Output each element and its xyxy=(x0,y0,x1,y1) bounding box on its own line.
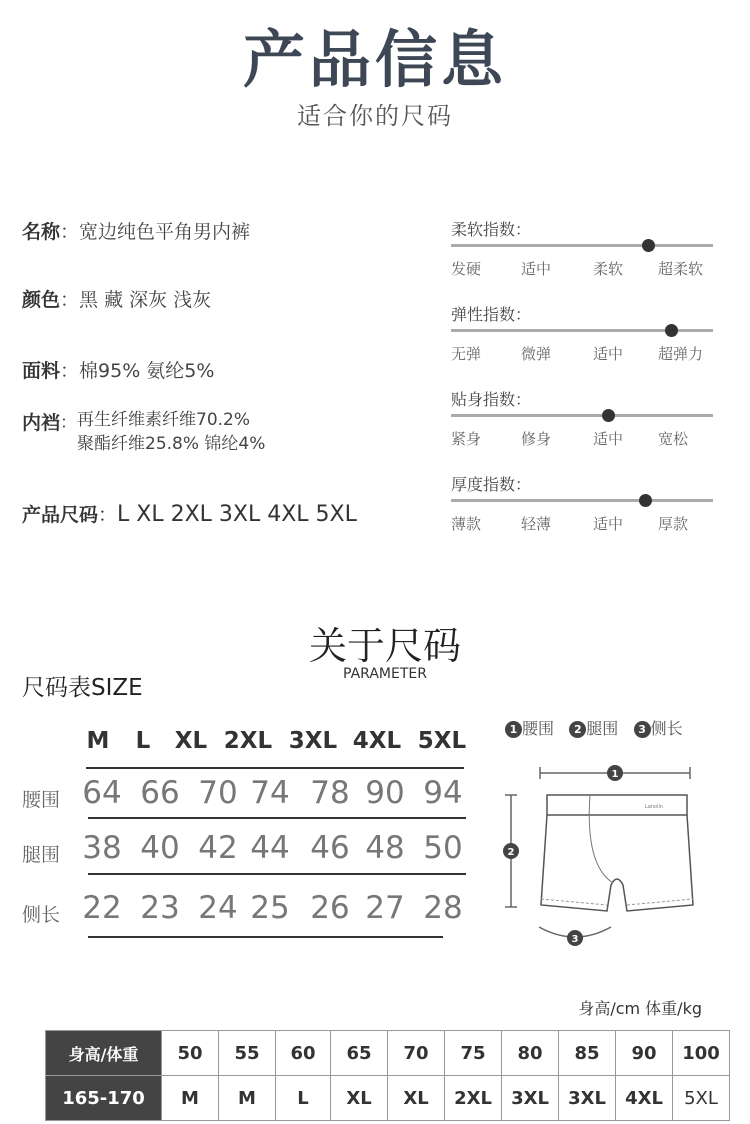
size-cell: 40 xyxy=(140,830,180,866)
index-knob xyxy=(639,494,652,507)
colon: ： xyxy=(98,504,118,526)
page-title: 产品信息 xyxy=(242,23,507,96)
legend-leg: 腿围 xyxy=(586,719,619,738)
hw-weight-cell: 65 xyxy=(331,1031,388,1076)
index-tick-label: 超柔软 xyxy=(658,260,704,278)
size-header: XL xyxy=(174,728,208,754)
hw-size-cell: L xyxy=(276,1076,331,1121)
marker-1-label: 1 xyxy=(611,769,619,780)
hw-weight-cell: 90 xyxy=(616,1031,673,1076)
badge-3: 3 xyxy=(634,721,651,738)
marker-3-label: 3 xyxy=(571,934,579,945)
hw-size-cell: M xyxy=(219,1076,276,1121)
color-value: 黑 藏 深灰 浅灰 xyxy=(79,289,212,311)
size-cell: 64 xyxy=(82,775,122,811)
size-row-label: 侧长 xyxy=(22,904,61,926)
size-header: 4XL xyxy=(352,728,402,754)
badge-2: 2 xyxy=(569,721,586,738)
size-cell: 74 xyxy=(250,775,290,811)
index-tick-label: 微弹 xyxy=(521,345,552,363)
hw-size-cell: 4XL xyxy=(616,1076,673,1121)
index-tick-label: 紧身 xyxy=(451,430,482,448)
fabric-label: 面料 xyxy=(22,360,61,382)
size-cell: 44 xyxy=(250,830,290,866)
size-cell: 94 xyxy=(423,775,463,811)
hw-size-cell: 3XL xyxy=(559,1076,616,1121)
section-title: 关于尺码 xyxy=(308,624,461,668)
hw-size-cell: 5XL xyxy=(673,1076,730,1121)
index-track xyxy=(451,244,713,247)
sizes-label: 产品尺码 xyxy=(22,504,99,526)
info-name-row xyxy=(22,217,250,244)
sizes-value: L XL 2XL 3XL 4XL 5XL xyxy=(117,502,357,527)
size-table-title: 尺码表SIZE xyxy=(22,675,143,701)
legend-waist: 腰围 xyxy=(522,719,555,738)
size-cell: 78 xyxy=(310,775,350,811)
size-cell: 50 xyxy=(423,830,463,866)
index-tick-label: 柔软 xyxy=(593,260,624,278)
size-cell: 38 xyxy=(82,830,122,866)
colon: ： xyxy=(60,289,80,311)
size-row-label: 腿围 xyxy=(22,844,61,866)
index-knob xyxy=(665,324,678,337)
hw-table-unit: 身高/cm 体重/kg xyxy=(578,999,702,1018)
legend-side: 侧长 xyxy=(650,719,683,738)
name-label: 名称 xyxy=(22,221,61,243)
diagram-legend xyxy=(505,716,683,739)
size-header: 3XL xyxy=(288,728,338,754)
index-title: 弹性指数： xyxy=(451,305,532,324)
size-cell: 66 xyxy=(140,775,180,811)
size-cell: 23 xyxy=(140,890,180,926)
hw-corner-label: 身高/体重 xyxy=(46,1031,162,1076)
colon: ： xyxy=(60,360,80,382)
lining-label: 内裆 xyxy=(22,412,61,434)
index-track xyxy=(451,499,713,502)
front-pouch-seam xyxy=(589,795,613,883)
size-table-rule xyxy=(86,767,464,769)
size-cell: 24 xyxy=(198,890,238,926)
colon: ： xyxy=(60,413,78,433)
index-tick-label: 厚款 xyxy=(658,515,689,533)
lining-line-2: 聚酯纤维25.8% 锦纶4% xyxy=(77,434,266,454)
info-fabric-row xyxy=(22,356,214,383)
index-title: 贴身指数： xyxy=(451,390,532,409)
hw-size-cell: M xyxy=(162,1076,219,1121)
hw-height-cell: 165-170 xyxy=(46,1076,162,1121)
hw-row xyxy=(46,1076,730,1121)
page-subtitle: 适合你的尺码 xyxy=(297,102,453,130)
underwear-diagram xyxy=(495,755,710,950)
hw-weight-cell: 85 xyxy=(559,1031,616,1076)
index-tick-label: 适中 xyxy=(593,345,624,363)
size-cell: 70 xyxy=(198,775,238,811)
size-header: 2XL xyxy=(223,728,273,754)
hem-stitch xyxy=(541,899,693,905)
fabric-value: 棉95% 氨纶5% xyxy=(79,360,215,382)
size-table-rule xyxy=(88,817,466,819)
size-cell: 22 xyxy=(82,890,122,926)
size-table-rule xyxy=(88,873,466,875)
color-label: 颜色 xyxy=(22,289,61,311)
hw-weight-cell: 80 xyxy=(502,1031,559,1076)
colon: ： xyxy=(60,221,80,243)
size-header: L xyxy=(135,728,151,754)
index-tick-label: 无弹 xyxy=(451,345,482,363)
index-tick-label: 发硬 xyxy=(451,260,482,278)
index-title: 厚度指数： xyxy=(451,475,532,494)
hw-weight-cell: 70 xyxy=(388,1031,445,1076)
hw-header-row xyxy=(46,1031,730,1076)
index-title: 柔软指数： xyxy=(451,220,532,239)
size-row-label: 腰围 xyxy=(22,789,61,811)
index-tick-label: 薄款 xyxy=(451,515,482,533)
index-tick-label: 适中 xyxy=(593,515,624,533)
size-header: M xyxy=(86,728,110,754)
index-knob xyxy=(642,239,655,252)
lining-line-1: 再生纤维素纤维70.2% xyxy=(77,410,251,430)
info-color-row xyxy=(22,285,211,312)
waistband-shape xyxy=(547,795,687,815)
size-cell: 26 xyxy=(310,890,350,926)
index-tick-label: 适中 xyxy=(593,430,624,448)
size-cell: 27 xyxy=(365,890,405,926)
index-tick-label: 修身 xyxy=(521,430,552,448)
hw-weight-cell: 60 xyxy=(276,1031,331,1076)
hw-weight-cell: 75 xyxy=(445,1031,502,1076)
size-cell: 48 xyxy=(365,830,405,866)
hw-size-cell: 3XL xyxy=(502,1076,559,1121)
info-sizes-row xyxy=(22,500,357,527)
hw-weight-cell: 55 xyxy=(219,1031,276,1076)
size-cell: 46 xyxy=(310,830,350,866)
info-lining-row xyxy=(22,408,265,456)
size-cell: 42 xyxy=(198,830,238,866)
hw-size-cell: 2XL xyxy=(445,1076,502,1121)
briefs-body-shape xyxy=(541,815,693,911)
hw-size-cell: XL xyxy=(331,1076,388,1121)
index-knob xyxy=(602,409,615,422)
index-tick-label: 超弹力 xyxy=(658,345,704,363)
index-tick-label: 轻薄 xyxy=(521,515,552,533)
size-cell: 25 xyxy=(250,890,290,926)
index-tick-label: 适中 xyxy=(521,260,552,278)
index-tick-label: 宽松 xyxy=(658,430,689,448)
index-track xyxy=(451,414,713,417)
size-header: 5XL xyxy=(417,728,467,754)
hw-weight-cell: 50 xyxy=(162,1031,219,1076)
hw-size-cell: XL xyxy=(388,1076,445,1121)
size-cell: 28 xyxy=(423,890,463,926)
hw-weight-cell: 100 xyxy=(673,1031,730,1076)
waistband-text: Lanolin xyxy=(645,804,664,810)
marker-2-label: 2 xyxy=(507,847,515,858)
badge-1: 1 xyxy=(505,721,522,738)
size-table-rule xyxy=(88,936,443,938)
section-subtitle: PARAMETER xyxy=(343,666,427,682)
name-value: 宽边纯色平角男内裤 xyxy=(79,221,251,243)
height-weight-table xyxy=(45,1030,730,1121)
size-cell: 90 xyxy=(365,775,405,811)
